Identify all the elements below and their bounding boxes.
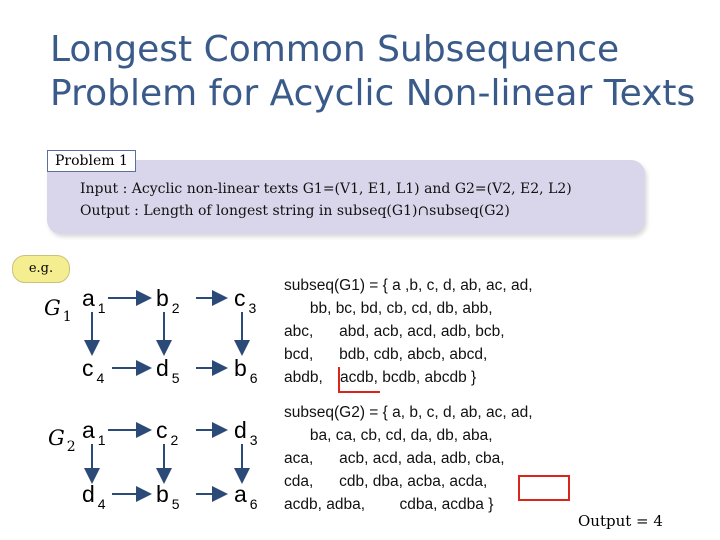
subseq-g1-line: bb, bc, bd, cb, cd, db, abb,: [284, 300, 493, 317]
subseq-g1-line: subseq(G1) = { a ,b, c, d, ab, ac, ad,: [284, 277, 533, 294]
output-result: Output = 4: [578, 512, 663, 530]
g1-node-1: a $_1$: [82, 285, 106, 316]
subseq-g2-highlight: [518, 475, 570, 501]
problem-input-line: Input : Acyclic non-linear texts G1=(V1, E1, L1) and G2=(V2, E2, L2): [80, 181, 572, 197]
subseq-g2-line: aca, acb, acd, ada, adb, cba,: [284, 450, 505, 467]
g1-node-2: b $_2$: [156, 285, 180, 316]
g2-node-5: b $_5$: [156, 481, 180, 512]
g2-node-2: c $_2$: [156, 417, 179, 448]
subseq-g2-line: subseq(G2) = { a, b, c, d, ab, ac, ad,: [284, 404, 533, 421]
subseq-g1-highlight: [338, 367, 380, 393]
g1-node-5: d $_5$: [156, 355, 180, 386]
subseq-g1-line: bcd, bdb, cdb, abcb, abcd,: [284, 346, 488, 363]
g2-label: G $_2$: [48, 426, 76, 455]
g1-node-6: b $_6$: [234, 355, 258, 386]
g2-node-4: d $_4$: [82, 481, 106, 512]
g1-label: G $_1$: [44, 296, 72, 325]
subseq-g1-line: abdb, acdb, bcdb, abcdb }: [284, 369, 477, 386]
subseq-g2-list: [284, 401, 624, 516]
g2-node-1: a $_1$: [82, 417, 106, 448]
subseq-g1-line: abc, abd, acb, acd, adb, bcb,: [284, 323, 505, 340]
g2-node-3: d $_3$: [234, 417, 258, 448]
problem-output-line: Output : Length of longest string in subseq(G1)∩subseq(G2): [80, 203, 510, 219]
subseq-g2-line: cda, cdb, dba, acba, acda,: [284, 473, 488, 490]
g2-node-6: a $_6$: [234, 481, 258, 512]
slide-title: Longest Common Subsequence Problem for Acyclic Non-linear Texts: [50, 29, 696, 114]
example-badge: e.g.: [12, 255, 70, 283]
g1-node-3: c $_3$: [234, 285, 257, 316]
g1-node-4: c $_4$: [82, 355, 105, 386]
subseq-g2-line: ba, ca, cb, cd, da, db, aba,: [284, 427, 493, 444]
subseq-g1-list: [284, 274, 624, 389]
problem-label: Problem 1: [47, 150, 136, 172]
subseq-g2-line: acdb, adba, cdba, acdba }: [284, 496, 494, 513]
